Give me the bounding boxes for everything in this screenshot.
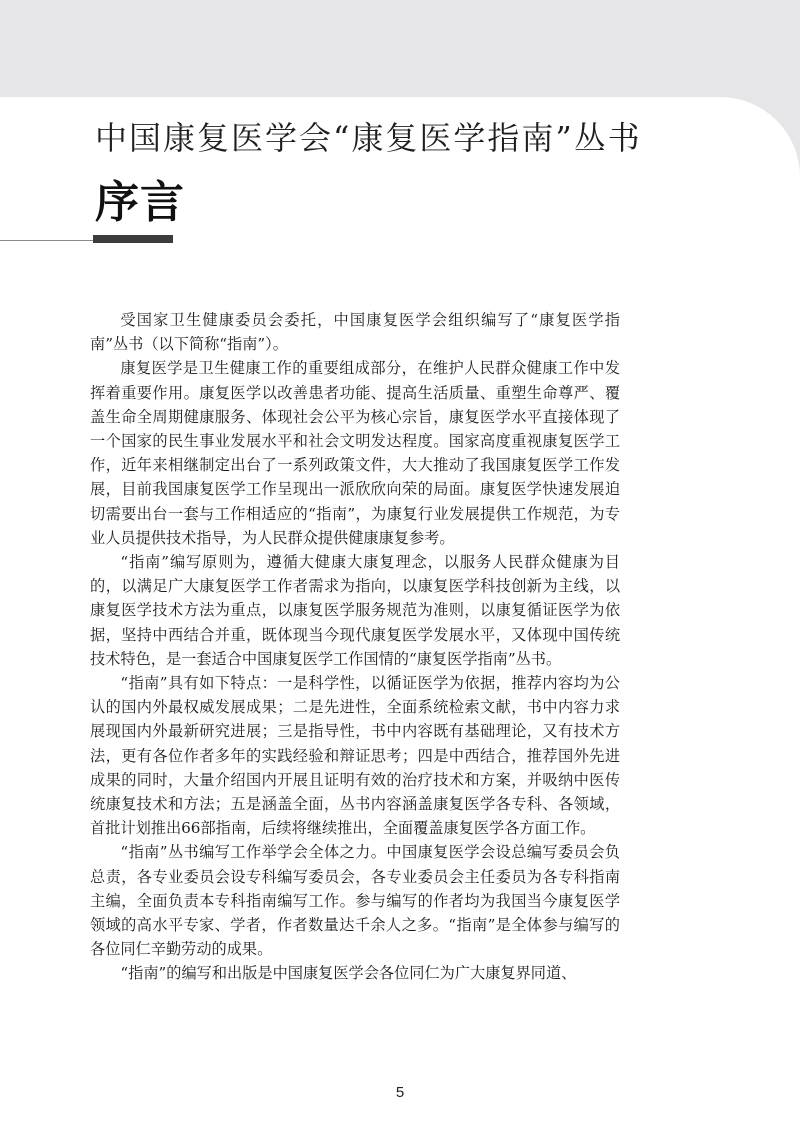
section-heading: 序言 [95,177,185,228]
series-title: 中国康复医学会“康复医学指南”丛书 [95,119,642,157]
paragraph: “指南”具有如下特点：一是科学性，以循证医学为依据，推荐内容均为公认的国内外最权威发展成果；二是先进性，全面系统检索文献，书中内容力求展现国内外最新研究进展；三是指导性，书中内容既有基础理论，又有技术方法，更有各位作者多年的实践经验和辩证思考；四是中西结合，推荐国外先进成果的同时，大量介绍国内开展且证明有效的治疗技术和方案，并吸纳中医传统康复技术和方法；五是涵盖全面，丛书内容涵盖康复医学各专科、各领域，首批计划推出66部指南，后续将继续推出，全面覆盖康复医学各方面工作。 [90,674,620,838]
page-number: 5 [395,1084,405,1101]
paragraph: “指南”的编写和出版是中国康复医学会各位同仁为广大康复界同道、 [120,964,577,983]
heading-underline-bar [93,235,173,243]
paragraph: 康复医学是卫生健康工作的重要组成部分，在维护人民群众健康工作中发挥着重要作用。康复医学以改善患者功能、提高生活质量、重塑生命尊严、覆盖生命全周期健康服务、体现社会公平为核心宗旨，康复医学水平直接体现了一个国家的民生事业发展水平和社会文明发达程度。国家高度重视康复医学工作，近年来相继制定出台了一系列政策文件，大大推动了我国康复医学工作发展，目前我国康复医学工作呈现出一派欣欣向荣的局面。康复医学快速发展迫切需要出台一套与工作相适应的“指南”，为康复行业发展提供工作规范，为专业人员提供技术指导，为人民群众提供健康康复参考。 [90,359,620,547]
paragraph: 受国家卫生健康委员会委托，中国康复医学会组织编写了“康复医学指南”丛书（以下简称“指南”）。 [90,311,620,354]
paragraph: “指南”编写原则为，遵循大健康大康复理念，以服务人民群众健康为目的，以满足广大康复医学工作者需求为指向，以康复医学科技创新为主线，以康复医学技术方法为重点，以康复医学服务规范为准则，以康复循证医学为依据，坚持中西结合并重，既体现当今现代康复医学发展水平，又体现中国传统技术特色，是一套适合中国康复医学工作国情的“康复医学指南”丛书。 [90,553,620,668]
paragraph: “指南”丛书编写工作举学会全体之力。中国康复医学会设总编写委员会负总责，各专业委员会设专科编写委员会，各专业委员会主任委员为各专科指南主编，全面负责本专科指南编写工作。参与编写的作者均为我国当今康复医学领域的高水平专家、学者，作者数量达千余人之多。“指南”是全体参与编写的各位同仁辛勤劳动的成果。 [90,843,620,959]
preface-body [90,308,620,986]
heading-rule-line [0,240,93,241]
